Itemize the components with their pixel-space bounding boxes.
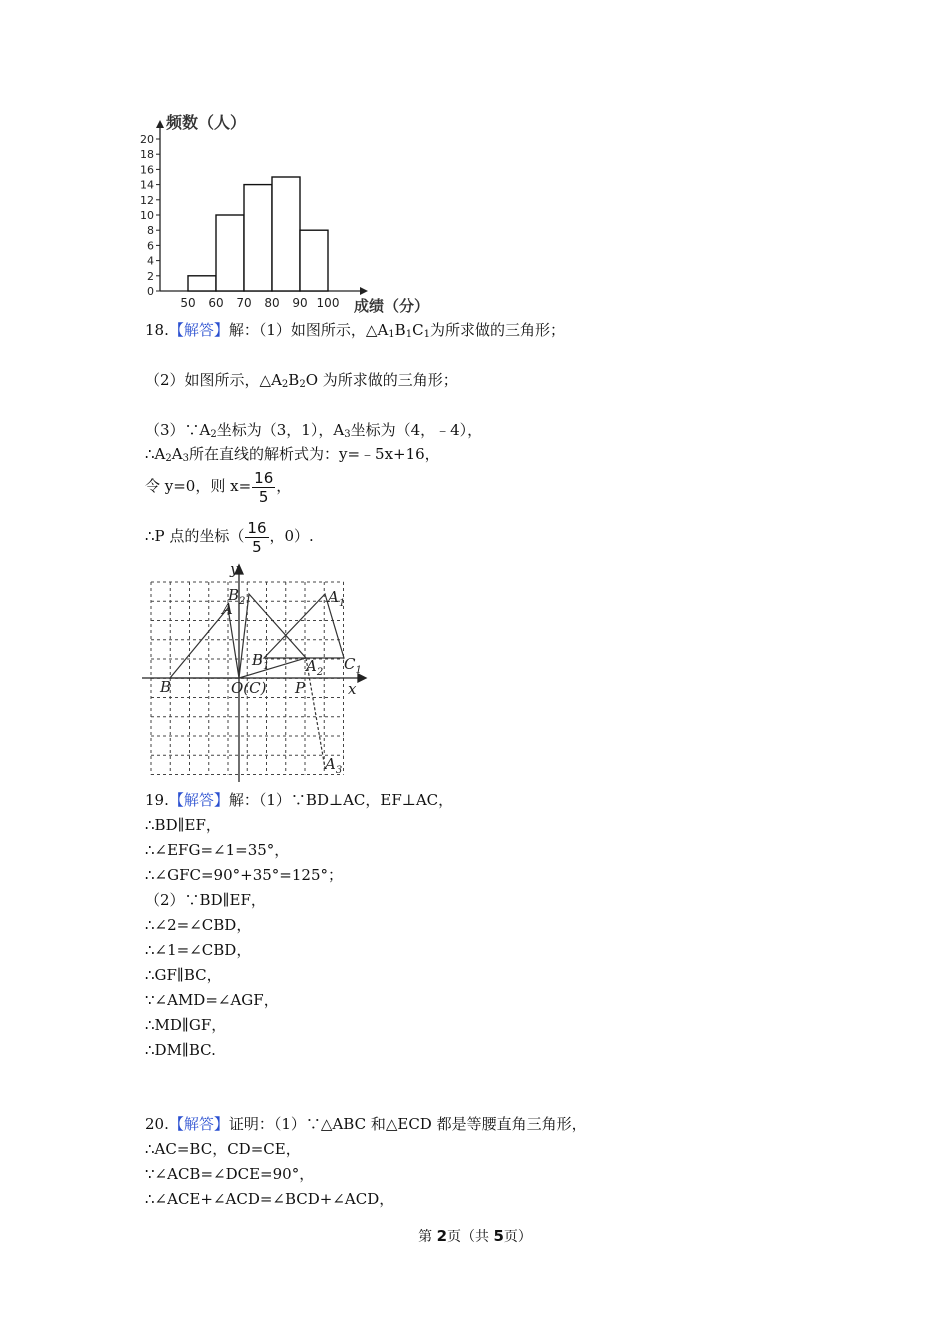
q19-line [145, 1015, 226, 1035]
x-axis-arrow [360, 287, 368, 295]
histogram-bars [188, 177, 328, 291]
q19-line [145, 915, 251, 935]
label-B: B [160, 678, 172, 696]
x-tick-label: 50 [180, 296, 196, 310]
y-axis-arrow [156, 120, 164, 128]
q20-line-1: 20.【解答】证明：（1）∵△ABC 和△ECD 都是等腰直角三角形， [145, 1115, 587, 1133]
y-tick-label: 4 [147, 254, 154, 268]
x-tick-label: 80 [264, 296, 280, 310]
histogram-y-ticks [140, 133, 160, 298]
label-x: x [348, 680, 357, 698]
triangle-ABC [170, 608, 239, 678]
q19-text: ∴∠GFC=90°+35°=125°； [145, 866, 343, 884]
y-tick-label: 0 [147, 285, 154, 298]
q19-line [145, 1040, 216, 1060]
label-y: y [230, 562, 239, 578]
histogram-x-label: 成绩（分） [354, 297, 430, 313]
y-tick-label: 14 [140, 178, 154, 192]
q18-line-5: 令 y=0，则 x= $\frac{16}{5}$ ， [145, 468, 292, 506]
y-tick-label: 10 [140, 209, 154, 222]
y-tick-label: 12 [140, 193, 154, 207]
coordinate-grid-figure [140, 562, 370, 782]
q20-line-3: ∵∠ACB=∠DCE=90°， [145, 1165, 315, 1183]
q19-text: 解：（1）∵BD⊥AC，EF⊥AC， [228, 791, 454, 809]
q18-line-4: $\therefore A_2A_3$所在直线的解析式为：y=﹣5x+16， [145, 445, 440, 464]
y-tick-label: 6 [147, 239, 154, 253]
x-tick-label: 60 [208, 296, 224, 310]
q19-text: ∴DM∥BC. [145, 1041, 216, 1059]
q19-text: ∴∠EFG=∠1=35°， [145, 841, 290, 859]
q19-number: 19. [145, 791, 169, 809]
q18-line-2: （2）如图所示，$\triangle A_2B_2O$ 为所求做的三角形； [145, 371, 458, 390]
label-P: P [295, 679, 306, 697]
y-tick-label: 16 [140, 163, 154, 177]
x-tick-label: 100 [316, 296, 340, 310]
label-A1: $A_1$ [328, 588, 346, 609]
label-A2: $A_2$ [306, 657, 324, 678]
q19-line [145, 990, 279, 1010]
label-B1: $B_1$ [252, 651, 270, 672]
q19-answer-tag: 【解答】 [168, 791, 229, 809]
q19-text: ∵∠AMD=∠AGF， [145, 991, 279, 1009]
fraction-16-5: $\frac{16}{5}$ [247, 518, 267, 556]
q20-line-4: ∴∠ACE+∠ACD=∠BCD+∠ACD， [145, 1190, 395, 1208]
q18-number: 18. [145, 321, 169, 339]
q19-line [145, 790, 453, 810]
histogram-bar [272, 177, 300, 291]
q18-line-1: 18.【解答】解：（1）如图所示，$\triangle A_1B_1C_1$为所求做的三角形； [145, 321, 565, 340]
current-page-number: 2 [436, 1227, 447, 1245]
q19-line [145, 840, 289, 860]
q19-text: ∴∠1=∠CBD， [145, 941, 252, 959]
x-tick-label: 90 [292, 296, 308, 310]
histogram-x-ticks [180, 296, 339, 310]
histogram-bar [188, 276, 216, 291]
label-A: A [222, 600, 233, 618]
histogram-bar [300, 230, 328, 291]
q19-line [145, 890, 266, 910]
x-tick-label: 70 [236, 296, 252, 310]
y-tick-label: 2 [147, 269, 154, 283]
frequency-histogram [128, 108, 458, 313]
histogram-y-label: 频数（人） [166, 113, 247, 132]
q19-text: ∴GF∥BC， [145, 966, 222, 984]
q18-line-6: ∴P 点的坐标（ $\frac{16}{5}$ ，0）. [145, 518, 314, 556]
q19-line [145, 965, 222, 985]
q20-line-2: ∴AC=BC，CD=CE， [145, 1140, 301, 1158]
q19-line [145, 940, 251, 960]
q19-text: （2）∵BD∥EF， [145, 891, 266, 909]
label-O-C: O(C) [231, 679, 267, 697]
q20-answer-tag: 【解答】 [168, 1115, 229, 1133]
y-tick-label: 20 [140, 133, 154, 146]
q18-answer-tag: 【解答】 [168, 321, 229, 339]
triangle-A2B2O [239, 594, 306, 678]
q19-text: ∴∠2=∠CBD， [145, 916, 252, 934]
y-tick-label: 8 [147, 224, 154, 238]
label-C1: $C_1$ [344, 655, 362, 676]
q19-text: ∴BD∥EF， [145, 816, 221, 834]
label-A3: $A_3$ [325, 755, 343, 776]
y-tick-label: 18 [140, 148, 154, 162]
total-pages: 5 [493, 1227, 504, 1245]
q20-number: 20. [145, 1115, 169, 1133]
q19-text: ∴MD∥GF， [145, 1016, 227, 1034]
histogram-bar [216, 215, 244, 291]
histogram-bar [244, 185, 272, 291]
page-footer: 第 2页（共 5页） [418, 1227, 532, 1245]
q19-line [145, 815, 221, 835]
q18-line-3: $(3)\because A_2$坐标为（3，1），$A_3$坐标为（4，﹣4）， [145, 421, 483, 440]
fraction-16-5: $\frac{16}{5}$ [254, 468, 274, 506]
label-B2: $B_2$ [228, 586, 246, 607]
q19-line [145, 865, 343, 885]
